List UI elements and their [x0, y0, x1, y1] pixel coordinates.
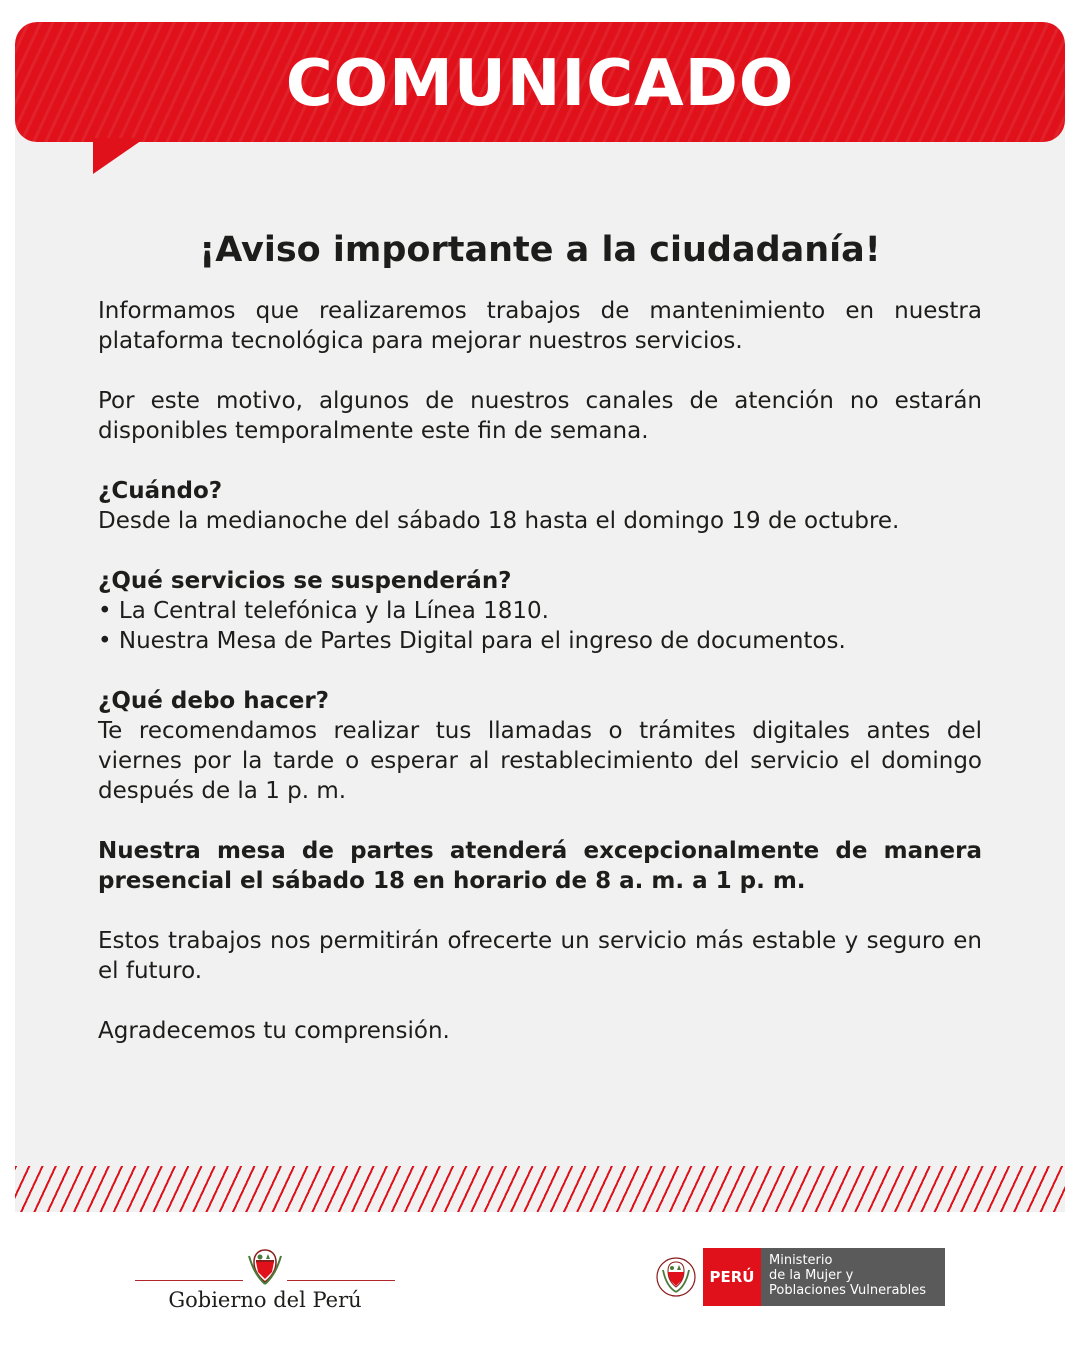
- gobierno-text: Gobierno del Perú: [168, 1288, 362, 1312]
- question-when: ¿Cuándo?: [98, 478, 223, 504]
- header-title: COMUNICADO: [285, 47, 795, 121]
- question-services: ¿Qué servicios se suspenderán?: [98, 568, 512, 594]
- body-content: [98, 296, 982, 1076]
- ministry-name: [761, 1248, 945, 1306]
- coat-of-arms-icon: [655, 1250, 697, 1304]
- paragraph-final: Estos trabajos nos permitirán ofrecerte un servicio más estable y seguro en el futuro.: [98, 928, 982, 984]
- coat-of-arms-icon: [246, 1246, 284, 1286]
- ministry-line: Poblaciones Vulnerables: [769, 1283, 927, 1298]
- bold-note: Nuestra mesa de partes atenderá excepcionalmente de manera presencial el sábado 18 en horario de 8 a. m. a 1 p. m.: [98, 838, 982, 894]
- paragraph-intro: Informamos que realizaremos trabajos de mantenimiento en nuestra plataforma tecnológica para mejorar nuestros servicios.: [98, 298, 982, 354]
- peru-label: PERÚ: [703, 1248, 761, 1306]
- ministry-logo: [655, 1248, 945, 1308]
- paragraph-reason: Por este motivo, algunos de nuestros canales de atención no estarán disponibles temporalmente este fin de semana.: [98, 388, 982, 444]
- question-what-to-do: ¿Qué debo hacer?: [98, 688, 330, 714]
- gobierno-logo: [135, 1246, 395, 1316]
- decorative-stripes: [15, 1166, 1065, 1212]
- section-when: [98, 476, 982, 536]
- logo-rule-left: [135, 1280, 243, 1281]
- thanks-text: Agradecemos tu comprensión.: [98, 1018, 450, 1044]
- section-what-to-do: [98, 686, 982, 806]
- ministry-line: de la Mujer y: [769, 1268, 854, 1283]
- answer-what-to-do: Te recomendamos realizar tus llamadas o trámites digitales antes del viernes por la tarde o esperar al restablecimiento del servicio el domingo después de la 1 p. m.: [98, 718, 982, 804]
- bullet-item: • La Central telefónica y la Línea 1810.: [98, 598, 549, 624]
- bullet-item: • Nuestra Mesa de Partes Digital para el ingreso de documentos.: [98, 628, 846, 654]
- section-services: [98, 566, 982, 656]
- logo-rule-right: [287, 1280, 395, 1281]
- headline: ¡Aviso importante a la ciudadanía!: [199, 230, 881, 270]
- answer-when: Desde la medianoche del sábado 18 hasta el domingo 19 de octubre.: [98, 508, 900, 534]
- header-banner: [15, 22, 1065, 142]
- ministry-line: Ministerio: [769, 1253, 833, 1268]
- speech-bubble-tail: [93, 138, 145, 174]
